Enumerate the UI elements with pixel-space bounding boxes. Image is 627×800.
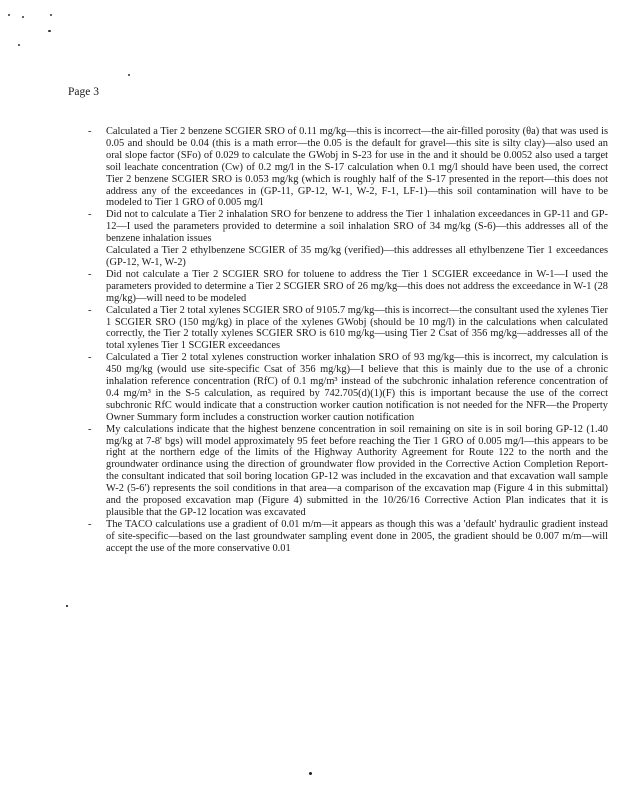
- scan-speck: [66, 605, 68, 607]
- comment-list: [88, 126, 608, 555]
- item-text: Calculated a Tier 2 total xylenes SCGIER SRO of 9105.7 mg/kg—this is incorrect—the consultant used the xylenes Tier 1 SCGIER SRO (150 mg/kg) in place of the xylenes GWobj (should be 10 mg/l) in the calculations when calculated correctly, the Tier 2 totally xylenes SCGIER SRO is 610 mg/kg—using Tier 2 Csat of 356 mg/kg—addresses all of the total xylenes Tier 1 SCGIER exceedances: [106, 304, 608, 352]
- item-text: Did not calculate a Tier 2 SCGIER SRO for toluene to address the Tier 1 SCGIER exceedance in W-1—I used the parameters provided to determine a Tier 2 SCGIER SRO of 26 mg/kg—this does not address the exceedance in W-1 (28 mg/kg)—will need to be modeled: [106, 268, 608, 304]
- page-number: Page 3: [68, 86, 99, 98]
- bullet-dash: -: [88, 423, 92, 435]
- list-item: [88, 209, 608, 269]
- scan-speck: [50, 14, 52, 16]
- list-item: [88, 305, 608, 353]
- scan-speck: [18, 44, 20, 46]
- item-text: The TACO calculations use a gradient of 0.01 m/m—it appears as though this was a 'default' hydraulic gradient instead of site-specific—based on the last groundwater sampling event done in 2005, the gradient should be 0.007 m/m—will accept the use of the more conservative 0.01: [106, 518, 608, 554]
- item-text: Did not to calculate a Tier 2 inhalation SRO for benzene to address the Tier 1 inhalation exceedances in GP-11 and GP-12—I used the parameters provided to determine a soil inhalation SRO of 34 mg/kg (S-6)—this addresses all of the benzene inhalation issues: [106, 209, 608, 245]
- list-item: [88, 424, 608, 519]
- bullet-dash: -: [88, 209, 92, 221]
- list-item: [88, 519, 608, 555]
- scan-speck: [22, 16, 24, 18]
- scan-speck: [48, 30, 51, 32]
- scan-speck: [309, 772, 312, 775]
- scan-speck: [8, 14, 10, 16]
- item-extra-text: Calculated a Tier 2 ethylbenzene SCGIER of 35 mg/kg (verified)—this addresses all ethylbenzene Tier 1 exceedances (GP-12, W-1, W-2): [106, 245, 608, 268]
- item-text: My calculations indicate that the highest benzene concentration in soil remaining on site is in soil boring GP-12 (1.40 mg/kg at 7-8' bgs) will model approximately 95 feet before reaching the Tier 1 GRO of 0.005 mg/l—this appears to be right at the northern edge of the limits of the Highway Authority Agreement for Route 122 to the north and the groundwater ordinance using the direction of groundwater flow provided in the Corrective Action Completion Report-the consultant indicated that soil boring location GP-12 was included in the excavation and that excavation wall sample W-2 (5-6') represents the soil conditions in that area—a comparison of the excavation map (Figure 4 in this submittal) and the proposed excavation map (Figure 4) submitted in the 10/26/16 Corrective Action Plan indicates that it is plausible that the GP-12 location was excavated: [106, 423, 608, 518]
- scan-speck: [128, 74, 130, 76]
- bullet-dash: -: [88, 126, 92, 137]
- list-item: [88, 126, 608, 209]
- item-text: Calculated a Tier 2 benzene SCGIER SRO of 0.11 mg/kg—this is incorrect—the air-filled porosity (θa) that was used is 0.05 and should be 0.04 (this is a math error—the 0.05 is the default for gravel—this site is silty clay)—also used an oral slope factor (SFo) of 0.029 to calculate the GWobj in S-23 for use in the and it should be 0.0052 also used a target soil leachate concentration (Cw) of 0.2 mg/l in the S-17 calculation when 0.1 mg/l should have been used, the correct Tier 2 benzene SCGIER SRO is 0.053 mg/kg (which is roughly half of the S-17 presented in the report—this does not address any of the exceedances in (GP-11, GP-12, W-1, W-2, F-1, LF-1)—this soil contamination will have to be modeled to Tier 1 GRO of 0.005 mg/l: [106, 126, 608, 209]
- bullet-dash: -: [88, 518, 92, 530]
- list-item: [88, 269, 608, 305]
- item-text: Calculated a Tier 2 total xylenes construction worker inhalation SRO of 93 mg/kg—this is incorrect, my calculation is 450 mg/kg (would use site-specific Csat of 356 mg/kg)—I believe that this is mainly due to the use of a chronic inhalation reference concentration (RfC) of 0.1 mg/m³ instead of the subchronic inhalation reference concentration of 0.4 mg/m³ in the S-5 calculation, as required by 742.705(d)(1)(F) this is important because the use of the correct subchronic RfC would indicate that a construction worker caution notification is not needed for the NFR—the Property Owner Summary form includes a construction worker caution notification: [106, 352, 608, 423]
- bullet-dash: -: [88, 268, 92, 280]
- bullet-dash: -: [88, 304, 92, 316]
- list-item: [88, 352, 608, 423]
- bullet-dash: -: [88, 352, 92, 364]
